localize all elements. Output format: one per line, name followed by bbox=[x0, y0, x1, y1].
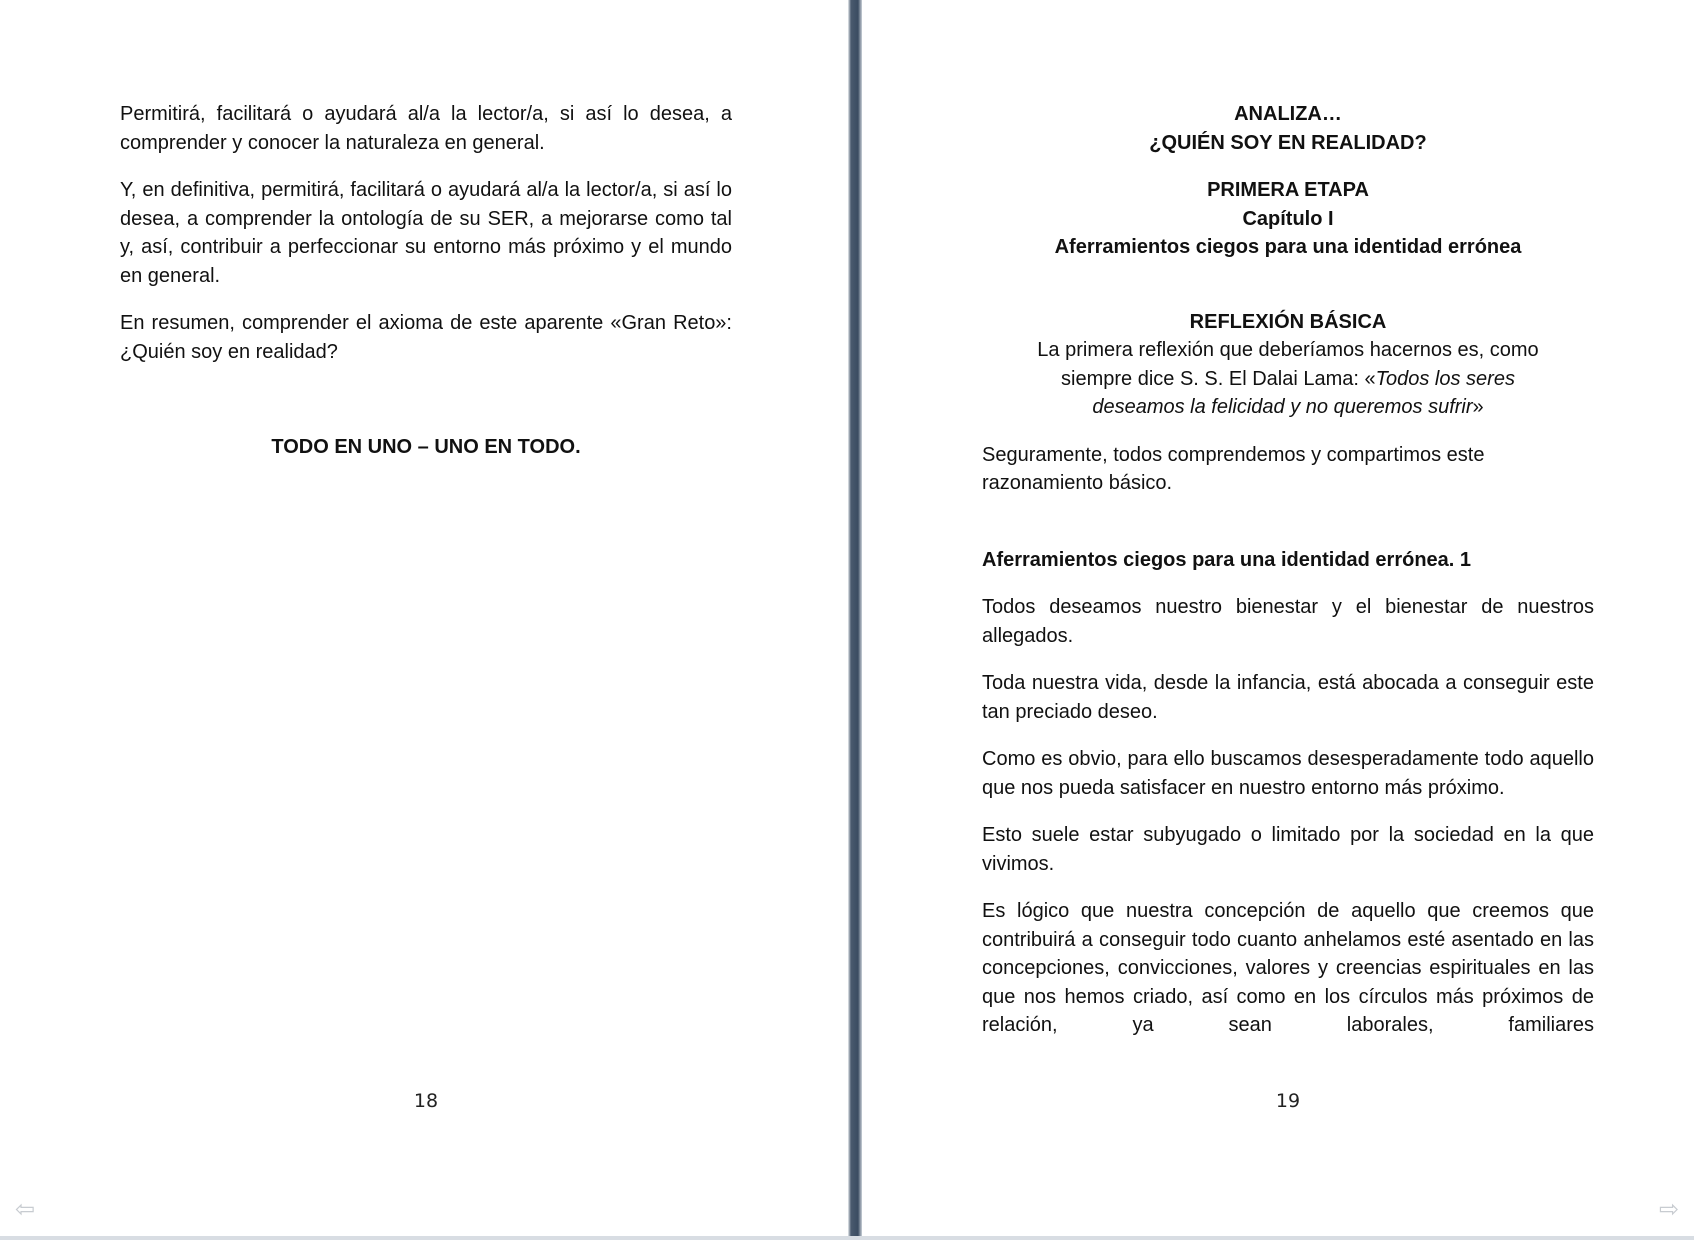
paragraph: Esto suele estar subyugado o limitado por la sociedad en la que vivimos. bbox=[982, 824, 1594, 875]
left-page-body bbox=[120, 100, 732, 462]
bottom-border bbox=[0, 1236, 1694, 1240]
chapter-number: Capítulo I bbox=[1242, 207, 1334, 230]
chapter-title: Aferramientos ciegos para una identidad errónea bbox=[1054, 236, 1522, 258]
page-number: 18 bbox=[413, 1090, 439, 1112]
paragraph: Seguramente, todos comprendemos y compartimos este razonamiento básico. bbox=[982, 443, 1485, 494]
section-heading: Aferramientos ciegos para una identidad errónea. 1 bbox=[982, 548, 1472, 571]
closing-quote: » bbox=[1472, 396, 1484, 418]
right-page-body bbox=[982, 100, 1594, 1040]
paragraph: Permitirá, facilitará o ayudará al/a la lector/a, si así lo desea, a comprender y conocer la naturaleza en general. bbox=[120, 103, 732, 154]
dalai-lama-quote: deseamos la felicidad y no queremos sufrir bbox=[1092, 396, 1473, 418]
next-page-button[interactable] bbox=[1656, 1196, 1682, 1222]
paragraph: Y, en definitiva, permitirá, facilitará o ayudará al/a la lector/a, si así lo desea, a comprender la ontología de su SER, a mejorarse como tal y, así, contribuir a perfeccionar su entorno más próximo y el mundo en general. bbox=[120, 179, 732, 287]
reflection-line bbox=[982, 365, 1594, 394]
previous-page-button[interactable] bbox=[12, 1196, 38, 1222]
reflection-line: La primera reflexión que deberíamos hacernos es, como bbox=[1037, 339, 1539, 361]
motto: TODO EN UNO – UNO EN TODO. bbox=[271, 436, 581, 458]
paragraph: En resumen, comprender el axioma de este aparente «Gran Reto»: ¿Quién soy en realidad? bbox=[120, 312, 732, 363]
paragraph: Toda nuestra vida, desde la infancia, está abocada a conseguir este tan preciado deseo. bbox=[982, 672, 1594, 723]
reflection-line bbox=[982, 393, 1594, 422]
arrow-right-icon: ⇨ bbox=[1658, 1195, 1680, 1223]
page-number: 19 bbox=[1275, 1090, 1301, 1112]
title-line: ¿QUIÉN SOY EN REALIDAD? bbox=[1149, 131, 1427, 154]
dalai-lama-quote: Todos los seres bbox=[1375, 367, 1515, 390]
paragraph: Es lógico que nuestra concepción de aquello que creemos que contribuirá a conseguir todo cuanto anhelamos esté asentado en las concepciones, convicciones, valores y creencias espirituales en las que nos hemos criado, así como en los círculos más próximos de relación, ya sean laborales, familiares bbox=[982, 900, 1594, 1036]
arrow-left-icon: ⇦ bbox=[14, 1195, 36, 1223]
reflection-plain: siempre dice S. S. El Dalai Lama: « bbox=[1061, 367, 1376, 390]
stage-heading: PRIMERA ETAPA bbox=[1207, 179, 1369, 201]
reflection-heading: REFLEXIÓN BÁSICA bbox=[1189, 310, 1387, 333]
book-spine bbox=[848, 0, 862, 1240]
paragraph: Como es obvio, para ello buscamos desesperadamente todo aquello que nos pueda satisfacer en nuestro entorno más próximo. bbox=[982, 748, 1594, 799]
right-page bbox=[862, 0, 1694, 1240]
paragraph: Todos deseamos nuestro bienestar y el bienestar de nuestros allegados. bbox=[982, 596, 1594, 647]
title-line: ANALIZA… bbox=[1234, 103, 1342, 125]
